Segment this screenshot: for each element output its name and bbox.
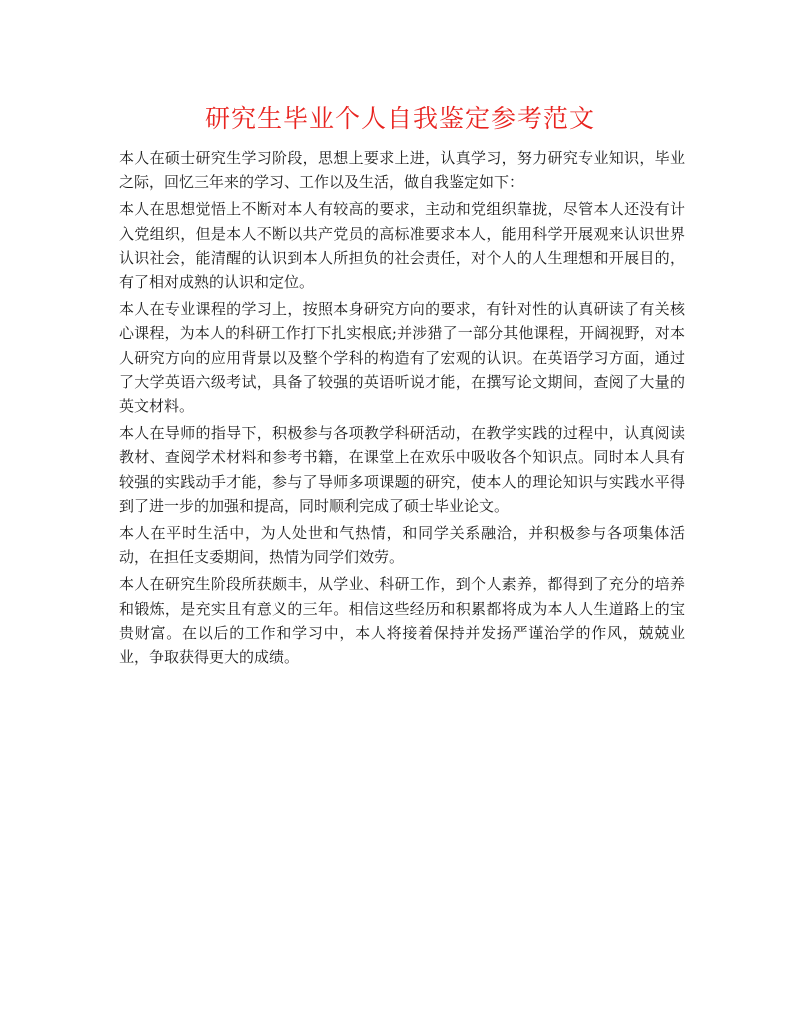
- paragraph-coursework: 本人在专业课程的学习上，按照本身研究方向的要求，有针对性的认真研读了有关核心课程，为本人的科研工作打下扎实根底;并涉猎了一部分其他课程，开阔视野，对本人研究方向的应用背景以及整个学科的构造有了宏观的认识。在英语学习方面，通过了大学英语六级考试，具备了较强的英语听说才能，在撰写论文期间，查阅了大量的英文材料。: [119, 300, 685, 416]
- page-title: 研究生毕业个人自我鉴定参考范文: [204, 104, 595, 133]
- paragraph-daily-life: 本人在平时生活中，为人处世和气热情，和同学关系融洽，并积极参与各项集体活动，在担任支委期间，热情为同学们效劳。: [119, 524, 685, 567]
- document-body: [119, 146, 685, 672]
- paragraph-political-thought: 本人在思想觉悟上不断对本人有较高的要求，主动和党组织靠拢，尽管本人还没有计入党组织，但是本人不断以共产党员的高标准要求本人，能用科学开展观来认识世界认识社会，能清醒的认识到本人所担负的社会责任，对个人的人生理想和开展目的，有了相对成熟的认识和定位。: [119, 200, 685, 292]
- paragraph-research: 本人在导师的指导下，积极参与各项教学科研活动，在教学实践的过程中，认真阅读教材、查阅学术材料和参考书籍，在课堂上在欢乐中吸收各个知识点。同时本人具有较强的实践动手才能，参与了导师多项课题的研究，使本人的理论知识与实践水平得到了进一步的加强和提高，同时顺利完成了硕士毕业论文。: [119, 424, 685, 515]
- paragraph-intro: 本人在硕士研究生学习阶段，思想上要求上进，认真学习，努力研究专业知识，毕业之际，回忆三年来的学习、工作以及生活，做自我鉴定如下：: [119, 149, 685, 192]
- paragraph-conclusion: 本人在研究生阶段所获颇丰，从学业、科研工作，到个人素养，都得到了充分的培养和锻炼，是充实且有意义的三年。相信这些经历和积累都将成为本人人生道路上的宝贵财富。在以后的工作和学习中，本人将接着保持并发扬严谨治学的作风，兢兢业业，争取获得更大的成绩。: [119, 575, 685, 667]
